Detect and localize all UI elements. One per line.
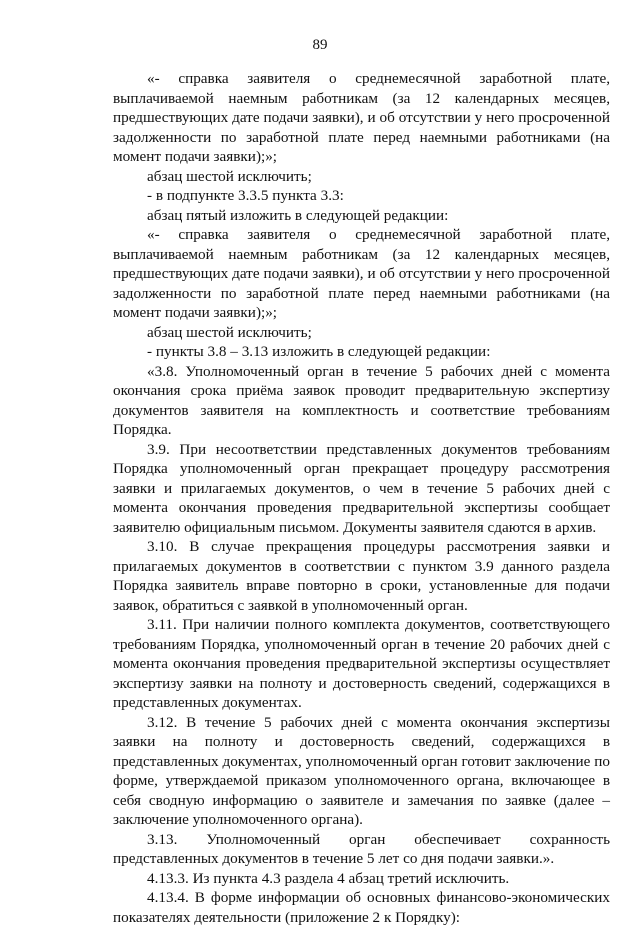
- paragraph-4-13-4: 4.13.4. В форме информации об основных финансово-экономических показателях деятельности (приложение 2 к Порядку):: [113, 889, 610, 926]
- paragraph-6: абзац шестой исключить;: [147, 323, 312, 341]
- paragraph-3-9: 3.9. При несоответствии представленных документов требованиям Порядка уполномоченный орган прекращает процедуру рассмотрения заявки и прилагаемых документов, о чем в течение 5 рабочих дней с момента окончания проведения предварительной экспертизы сообщает заявителю официальным письмом. Документы заявителя сдаются в архив.: [113, 440, 610, 536]
- paragraph-1: «- справка заявителя о среднемесячной заработной плате, выплачиваемой наемным работникам (за 12 календарных месяцев, предшествующих дате подачи заявки), и об отсутствии у него просроченной задолженности по заработной плате перед наемными работниками (на момент подачи заявки);»;: [113, 70, 610, 165]
- paragraph-3-13: 3.13. Уполномоченный орган обеспечивает сохранность представленных документов в течение 5 лет со дня подачи заявки.».: [113, 830, 610, 867]
- document-body: [113, 69, 610, 927]
- paragraph-4-13-3: 4.13.3. Из пункта 4.3 раздела 4 абзац третий исключить.: [147, 869, 510, 887]
- paragraph-3-10: 3.10. В случае прекращения процедуры рассмотрения заявки и прилагаемых документов в соответствии с пунктом 3.9 данного раздела Порядка заявитель вправе повторно в сроки, установленные для подачи заявок, обратиться с заявкой в уполномоченный орган.: [113, 538, 610, 614]
- paragraph-3-11: 3.11. При наличии полного комплекта документов, соответствующего требованиям Порядка, уполномоченный орган в течение 20 рабочих дней с момента окончания проведения предварительной экспертизы осуществляет экспертизу заявки на полноту и достоверность сведений, содержащихся в представленных документах.: [113, 616, 610, 711]
- paragraph-4: абзац пятый изложить в следующей редакции:: [147, 206, 449, 224]
- paragraph-3: - в подпункте 3.3.5 пункта 3.3:: [147, 187, 344, 204]
- paragraph-7: - пункты 3.8 – 3.13 изложить в следующей редакции:: [147, 343, 491, 360]
- paragraph-2: абзац шестой исключить;: [147, 167, 312, 185]
- paragraph-5: «- справка заявителя о среднемесячной заработной плате, выплачиваемой наемным работникам (за 12 календарных месяцев, предшествующих дате подачи заявки), и об отсутствии у него просроченной задолженности по заработной плате перед наемными работниками (на момент подачи заявки);»;: [113, 226, 610, 321]
- paragraph-3-8: «3.8. Уполномоченный орган в течение 5 рабочих дней с момента окончания срока приёма заявок проводит предварительную экспертизу документов заявителя на комплектность и соответствие требованиям Порядка.: [113, 362, 610, 438]
- page-number: 89: [312, 37, 328, 53]
- paragraph-3-12: 3.12. В течение 5 рабочих дней с момента окончания экспертизы заявки на полноту и достоверность сведений, содержащихся в представленных документах, уполномоченный орган готовит заключение по форме, утверждаемой приказом уполномоченного органа, включающее в себя сводную информацию о заявителе и замечания по заявке (далее – заключение уполномоченного органа).: [113, 713, 610, 828]
